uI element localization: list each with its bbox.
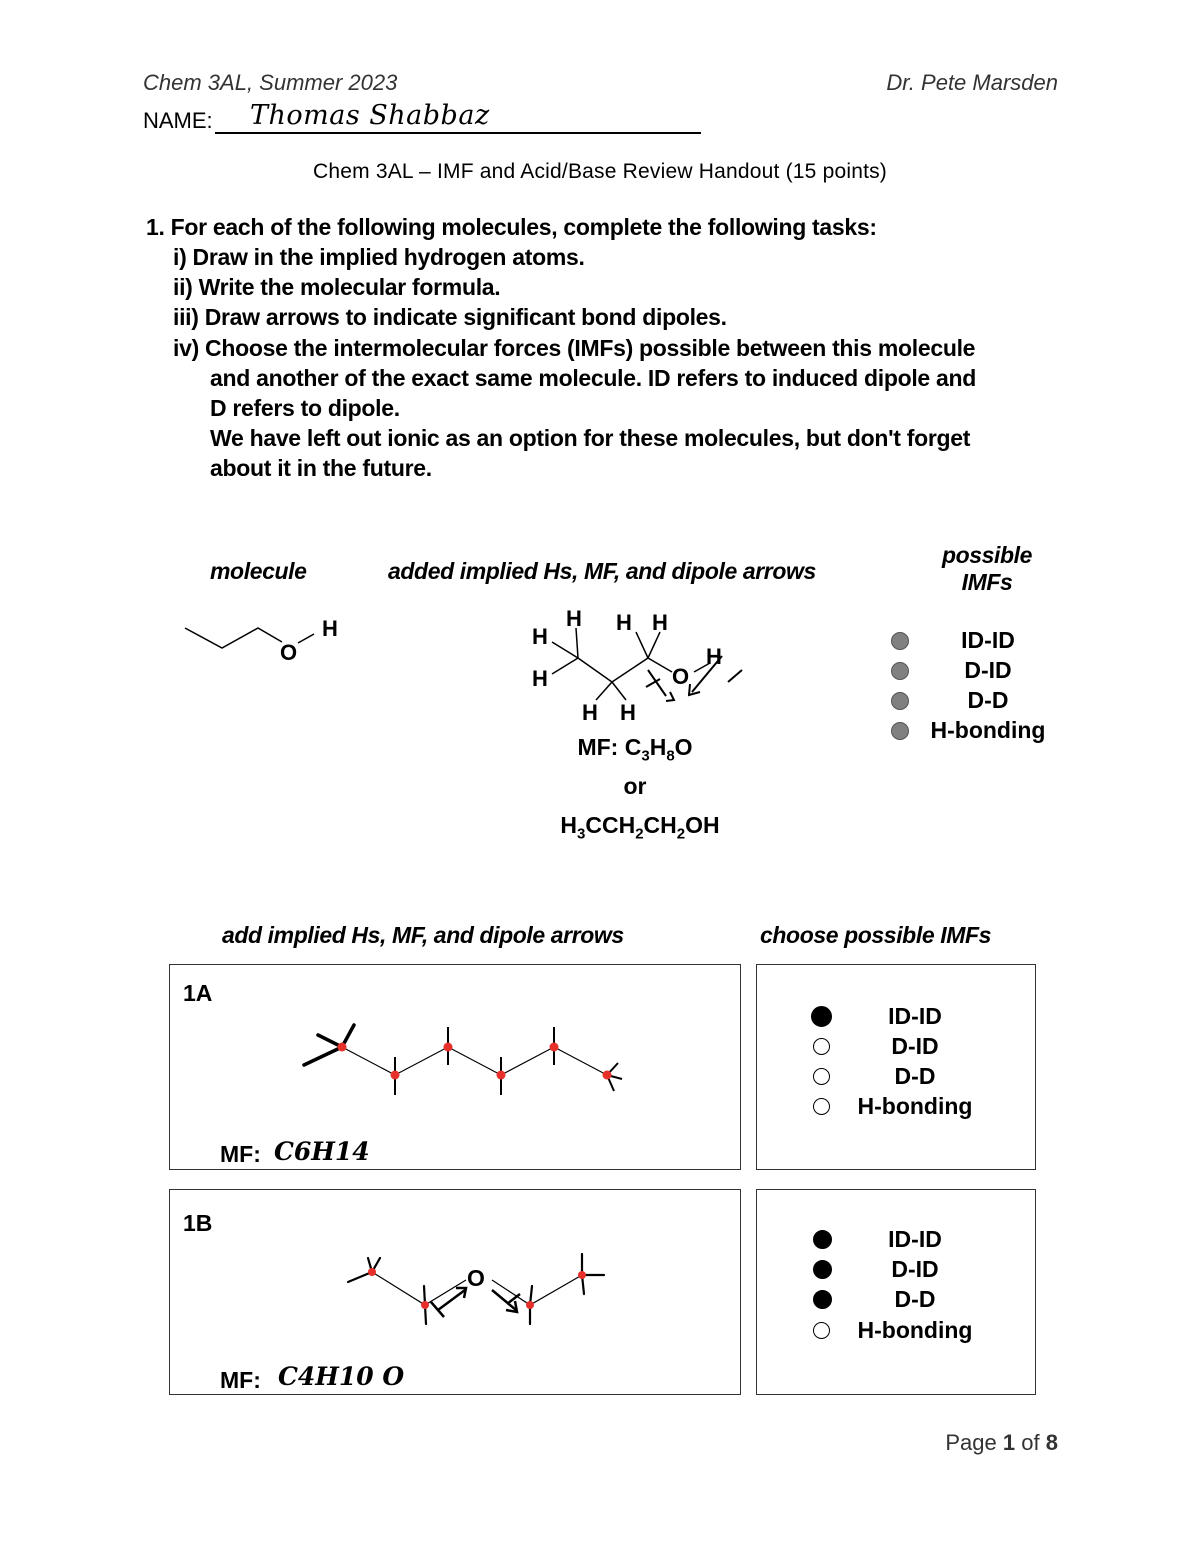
mf-handwritten: C6H14 — [274, 1137, 370, 1166]
task-iii: iii) Draw arrows to indicate significant bond dipoles. — [173, 304, 727, 330]
atom-h-bottom-1: H — [582, 700, 598, 725]
task-ii: ii) Write the molecular formula. — [173, 274, 501, 300]
task-iv-line5: about it in the future. — [210, 455, 432, 481]
example-imf-option-d-d: D-D — [891, 687, 1053, 714]
task-iv: iv) Choose the intermolecular forces (IMFs) possible between this molecule — [173, 335, 976, 361]
atom-hydrogen: H — [322, 616, 338, 641]
problem-label: 1B — [183, 1210, 213, 1236]
radio-filled-icon — [891, 692, 909, 710]
radio-empty-icon[interactable] — [813, 1098, 830, 1115]
atom-h-left-top: H — [532, 624, 548, 649]
radio-filled-icon — [891, 722, 909, 740]
problem-label: 1A — [183, 980, 213, 1006]
atom-h-left-bottom: H — [532, 666, 548, 691]
col-header-added: added implied Hs, MF, and dipole arrows — [388, 558, 816, 584]
radio-filled-icon[interactable] — [811, 1006, 832, 1027]
question-heading: 1. For each of the following molecules, complete the following tasks: — [146, 214, 877, 240]
radio-filled-icon[interactable] — [813, 1290, 832, 1309]
radio-empty-icon[interactable] — [813, 1068, 830, 1085]
imf-option-d-id[interactable]: D-ID — [813, 1256, 990, 1283]
name-handwritten: Thomas Shabbaz — [250, 100, 490, 131]
problem-1b-structure-box[interactable] — [169, 1189, 741, 1395]
mf-label: MF: — [220, 1141, 261, 1167]
example-imf-option-id-id: ID-ID — [891, 627, 1053, 654]
problem-1b-imf-box — [756, 1189, 1036, 1395]
name-underline — [215, 132, 701, 134]
mf-label: MF: — [220, 1367, 261, 1393]
atom-oxygen: O — [467, 1265, 485, 1291]
imf-option-id-id[interactable]: ID-ID — [811, 1003, 990, 1030]
radio-filled-icon — [891, 632, 909, 650]
example-condensed-formula: $H_3CCH_2CH_2OH$ — [560, 812, 720, 843]
name-label: NAME: — [143, 108, 213, 133]
imf-option-d-d[interactable]: D-D — [813, 1063, 990, 1090]
problem-1b-drawing — [320, 1230, 640, 1360]
imf-option-id-id[interactable]: ID-ID — [813, 1226, 990, 1253]
instructor-name: Dr. Pete Marsden — [886, 70, 1058, 95]
col-header-molecule: molecule — [210, 558, 307, 584]
atom-h-mid-1: H — [616, 610, 632, 635]
radio-empty-icon[interactable] — [813, 1038, 830, 1055]
atom-h-top: H — [566, 606, 582, 631]
imf-option-h-bonding[interactable]: H-bonding — [813, 1317, 990, 1344]
page-number: Page 1 of 8 — [945, 1430, 1058, 1455]
section-header-left: add implied Hs, MF, and dipole arrows — [222, 922, 624, 948]
problem-1a-structure-box[interactable] — [169, 964, 741, 1170]
example-imf-option-h-bonding: H-bonding — [891, 717, 1053, 744]
radio-empty-icon[interactable] — [813, 1322, 830, 1339]
task-i: i) Draw in the implied hydrogen atoms. — [173, 244, 585, 270]
radio-filled-icon[interactable] — [813, 1230, 832, 1249]
course-name: Chem 3AL, Summer 2023 — [143, 70, 398, 95]
imf-option-d-d[interactable]: D-D — [813, 1286, 990, 1313]
example-mf: MF: $C_3H_8O$ — [577, 734, 693, 765]
example-or: or — [623, 773, 647, 799]
task-iv-line4: We have left out ionic as an option for these molecules, but don't forget — [210, 425, 971, 451]
atom-oxygen: O — [280, 640, 298, 665]
problem-1a-drawing — [270, 995, 650, 1125]
example-skeletal-structure — [180, 610, 350, 670]
atom-h-oh: H — [706, 644, 722, 669]
task-iv-line3: D refers to dipole. — [210, 395, 400, 421]
example-imf-option-d-id: D-ID — [891, 657, 1053, 684]
problem-1a-imf-box — [756, 964, 1036, 1170]
mf-handwritten: C4H10 O — [278, 1362, 405, 1391]
example-expanded-structure — [520, 600, 760, 725]
atom-h-mid-2: H — [652, 610, 668, 635]
handout-title: Chem 3AL – IMF and Acid/Base Review Handout (15 points) — [312, 160, 887, 183]
radio-filled-icon — [891, 662, 909, 680]
atom-oxygen-expanded: O — [672, 664, 690, 689]
atom-h-bottom-2: H — [620, 700, 636, 725]
radio-filled-icon[interactable] — [813, 1260, 832, 1279]
col-header-imfs: possible IMFs — [941, 542, 1033, 595]
task-iv-line2: and another of the exact same molecule. ID refers to induced dipole and — [210, 365, 976, 391]
imf-option-h-bonding[interactable]: H-bonding — [813, 1093, 990, 1120]
imf-option-d-id[interactable]: D-ID — [813, 1033, 990, 1060]
section-header-right: choose possible IMFs — [760, 922, 991, 948]
